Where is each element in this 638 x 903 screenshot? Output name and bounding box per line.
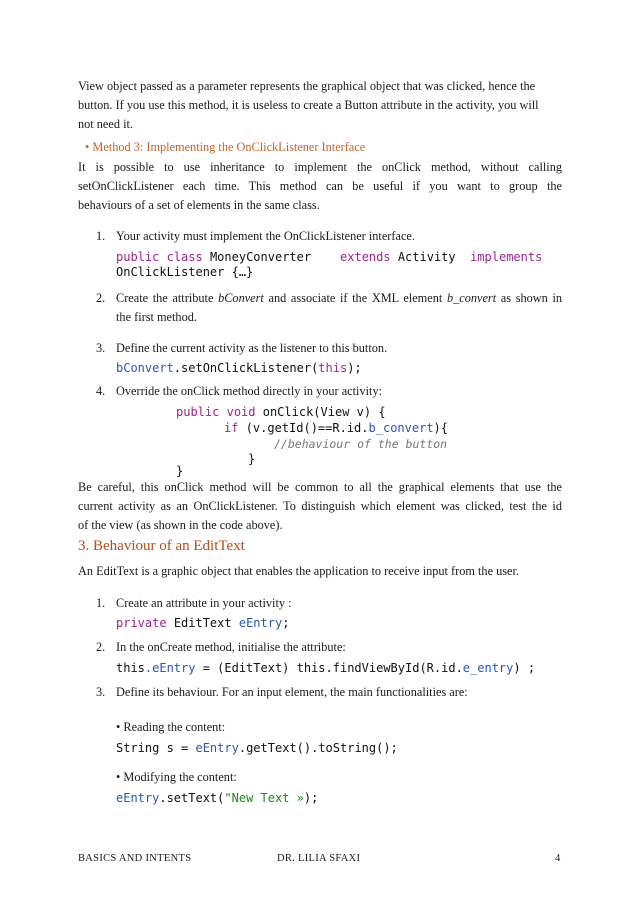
method-3-para-line-2: setOnClickListener each time. This method can be useful if you want to group the <box>78 179 562 193</box>
footer-author: DR. LILIA SFAXI <box>277 853 361 864</box>
code-token: .setText( <box>159 791 225 805</box>
code-modify <box>116 790 318 806</box>
bullet-icon: • <box>116 770 121 784</box>
code-onclick-signature <box>176 404 386 420</box>
s3-step-3-number: 3. <box>96 685 106 699</box>
code-token: ); <box>347 361 362 375</box>
code-close-inner: } <box>248 452 256 466</box>
code-token: .setOnClickListener( <box>173 361 319 375</box>
reading-label <box>116 718 225 736</box>
code-token: private <box>116 616 167 630</box>
step-3-number: 3. <box>96 341 106 355</box>
section-3-heading: 3. Behaviour of an EditText <box>78 538 245 554</box>
code-class-interface: OnClickListener {…} <box>116 265 254 279</box>
step-2-text <box>116 289 562 307</box>
code-token: .eEntry <box>144 661 196 675</box>
code-token: ; <box>282 616 290 630</box>
method-3-heading <box>85 138 365 156</box>
code-token: ) ; <box>513 661 536 675</box>
code-token: extends <box>340 250 391 264</box>
code-token: public <box>176 405 220 419</box>
code-token: ); <box>303 791 319 805</box>
code-token: class <box>166 250 203 264</box>
code-token: void <box>226 405 256 419</box>
careful-line-2: current activity as an OnClickListener. To distinguish which element was clicked, test the id <box>78 499 562 513</box>
modifying-label <box>116 768 237 786</box>
code-close-outer: } <box>176 464 184 478</box>
intro-line-3: not need it. <box>78 117 133 131</box>
careful-line-3: of the view (as shown in the code above). <box>78 518 283 532</box>
step-1-text: Your activity must implement the OnClickListener interface. <box>116 229 415 243</box>
footer-left: BASICS AND INTENTS <box>78 853 192 864</box>
reading-text: Reading the content: <box>123 720 226 734</box>
step-2-part: and associate if the XML element <box>268 291 443 305</box>
code-class-declaration <box>116 249 542 265</box>
method-3-para-line-3: behaviours of a set of elements in the same class. <box>78 198 320 212</box>
code-token: b_convert <box>368 421 434 435</box>
code-token: this <box>116 661 145 675</box>
code-if-statement <box>224 420 448 436</box>
step-2-elem: b_convert <box>446 291 497 305</box>
s3-step-1-text: Create an attribute in your activity : <box>116 596 292 610</box>
step-2-part: as shown in <box>500 291 563 305</box>
method-3-para-line-1: It is possible to use inheritance to implement the onClick method, without calling <box>78 160 562 174</box>
step-4-number: 4. <box>96 384 106 398</box>
intro-line-1: View object passed as a parameter represents the graphical object that was clicked, hence the <box>78 79 536 93</box>
bullet-icon: • <box>116 720 121 734</box>
code-token: e_entry <box>462 661 514 675</box>
code-token: String s = <box>116 741 196 755</box>
bullet-icon: • <box>85 140 90 154</box>
step-2-number: 2. <box>96 291 106 305</box>
step-2-attr: bConvert <box>218 291 264 305</box>
code-read <box>116 740 398 756</box>
code-token: if <box>224 421 239 435</box>
code-token: MoneyConverter <box>209 250 312 264</box>
code-token: "New Text » <box>224 791 304 805</box>
step-3-text: Define the current activity as the listener to this button. <box>116 341 388 355</box>
method-3-title: Method 3: Implementing the OnClickListener Interface <box>92 140 366 154</box>
code-token: eEntry <box>195 741 239 755</box>
step-2-part: Create the attribute <box>116 291 214 305</box>
code-token: ){ <box>433 421 448 435</box>
code-attribute-declaration <box>116 615 289 631</box>
step-4-text: Override the onClick method directly in your activity: <box>116 384 383 398</box>
modifying-text: Modifying the content: <box>123 770 237 784</box>
s3-step-2-text: In the onCreate method, initialise the attribute: <box>116 640 346 654</box>
code-token: bConvert <box>116 361 174 375</box>
code-token: = (EditText) this.findViewById(R.id. <box>195 661 463 675</box>
section-3-intro: An EditText is a graphic object that enables the application to receive input from the user. <box>78 564 520 578</box>
code-token: onClick(View v) { <box>262 405 386 419</box>
s3-step-1-number: 1. <box>96 596 106 610</box>
s3-step-3-text: Define its behaviour. For an input element, the main functionalities are: <box>116 685 468 699</box>
code-token: implements <box>470 250 543 264</box>
step-1-number: 1. <box>96 229 106 243</box>
step-2-text-line-2: the first method. <box>116 310 197 324</box>
code-token: EditText <box>173 616 232 630</box>
code-token: .getText().toString(); <box>238 741 398 755</box>
s3-step-2-number: 2. <box>96 640 106 654</box>
careful-line-1: Be careful, this onClick method will be common to all the graphical elements that use the <box>78 480 562 494</box>
code-token: public <box>116 250 160 264</box>
code-find-view <box>116 660 535 676</box>
code-token: (v.getId()==R.id. <box>245 421 369 435</box>
code-token: Activity <box>397 250 456 264</box>
code-comment: //behaviour of the button <box>274 437 448 451</box>
code-token: eEntry <box>238 616 283 630</box>
code-set-listener <box>116 360 362 376</box>
code-token: this <box>318 361 348 375</box>
intro-line-2: button. If you use this method, it is useless to create a Button attribute in the activity, you will <box>78 98 539 112</box>
code-token: eEntry <box>116 791 160 805</box>
page-number: 4 <box>555 853 561 864</box>
